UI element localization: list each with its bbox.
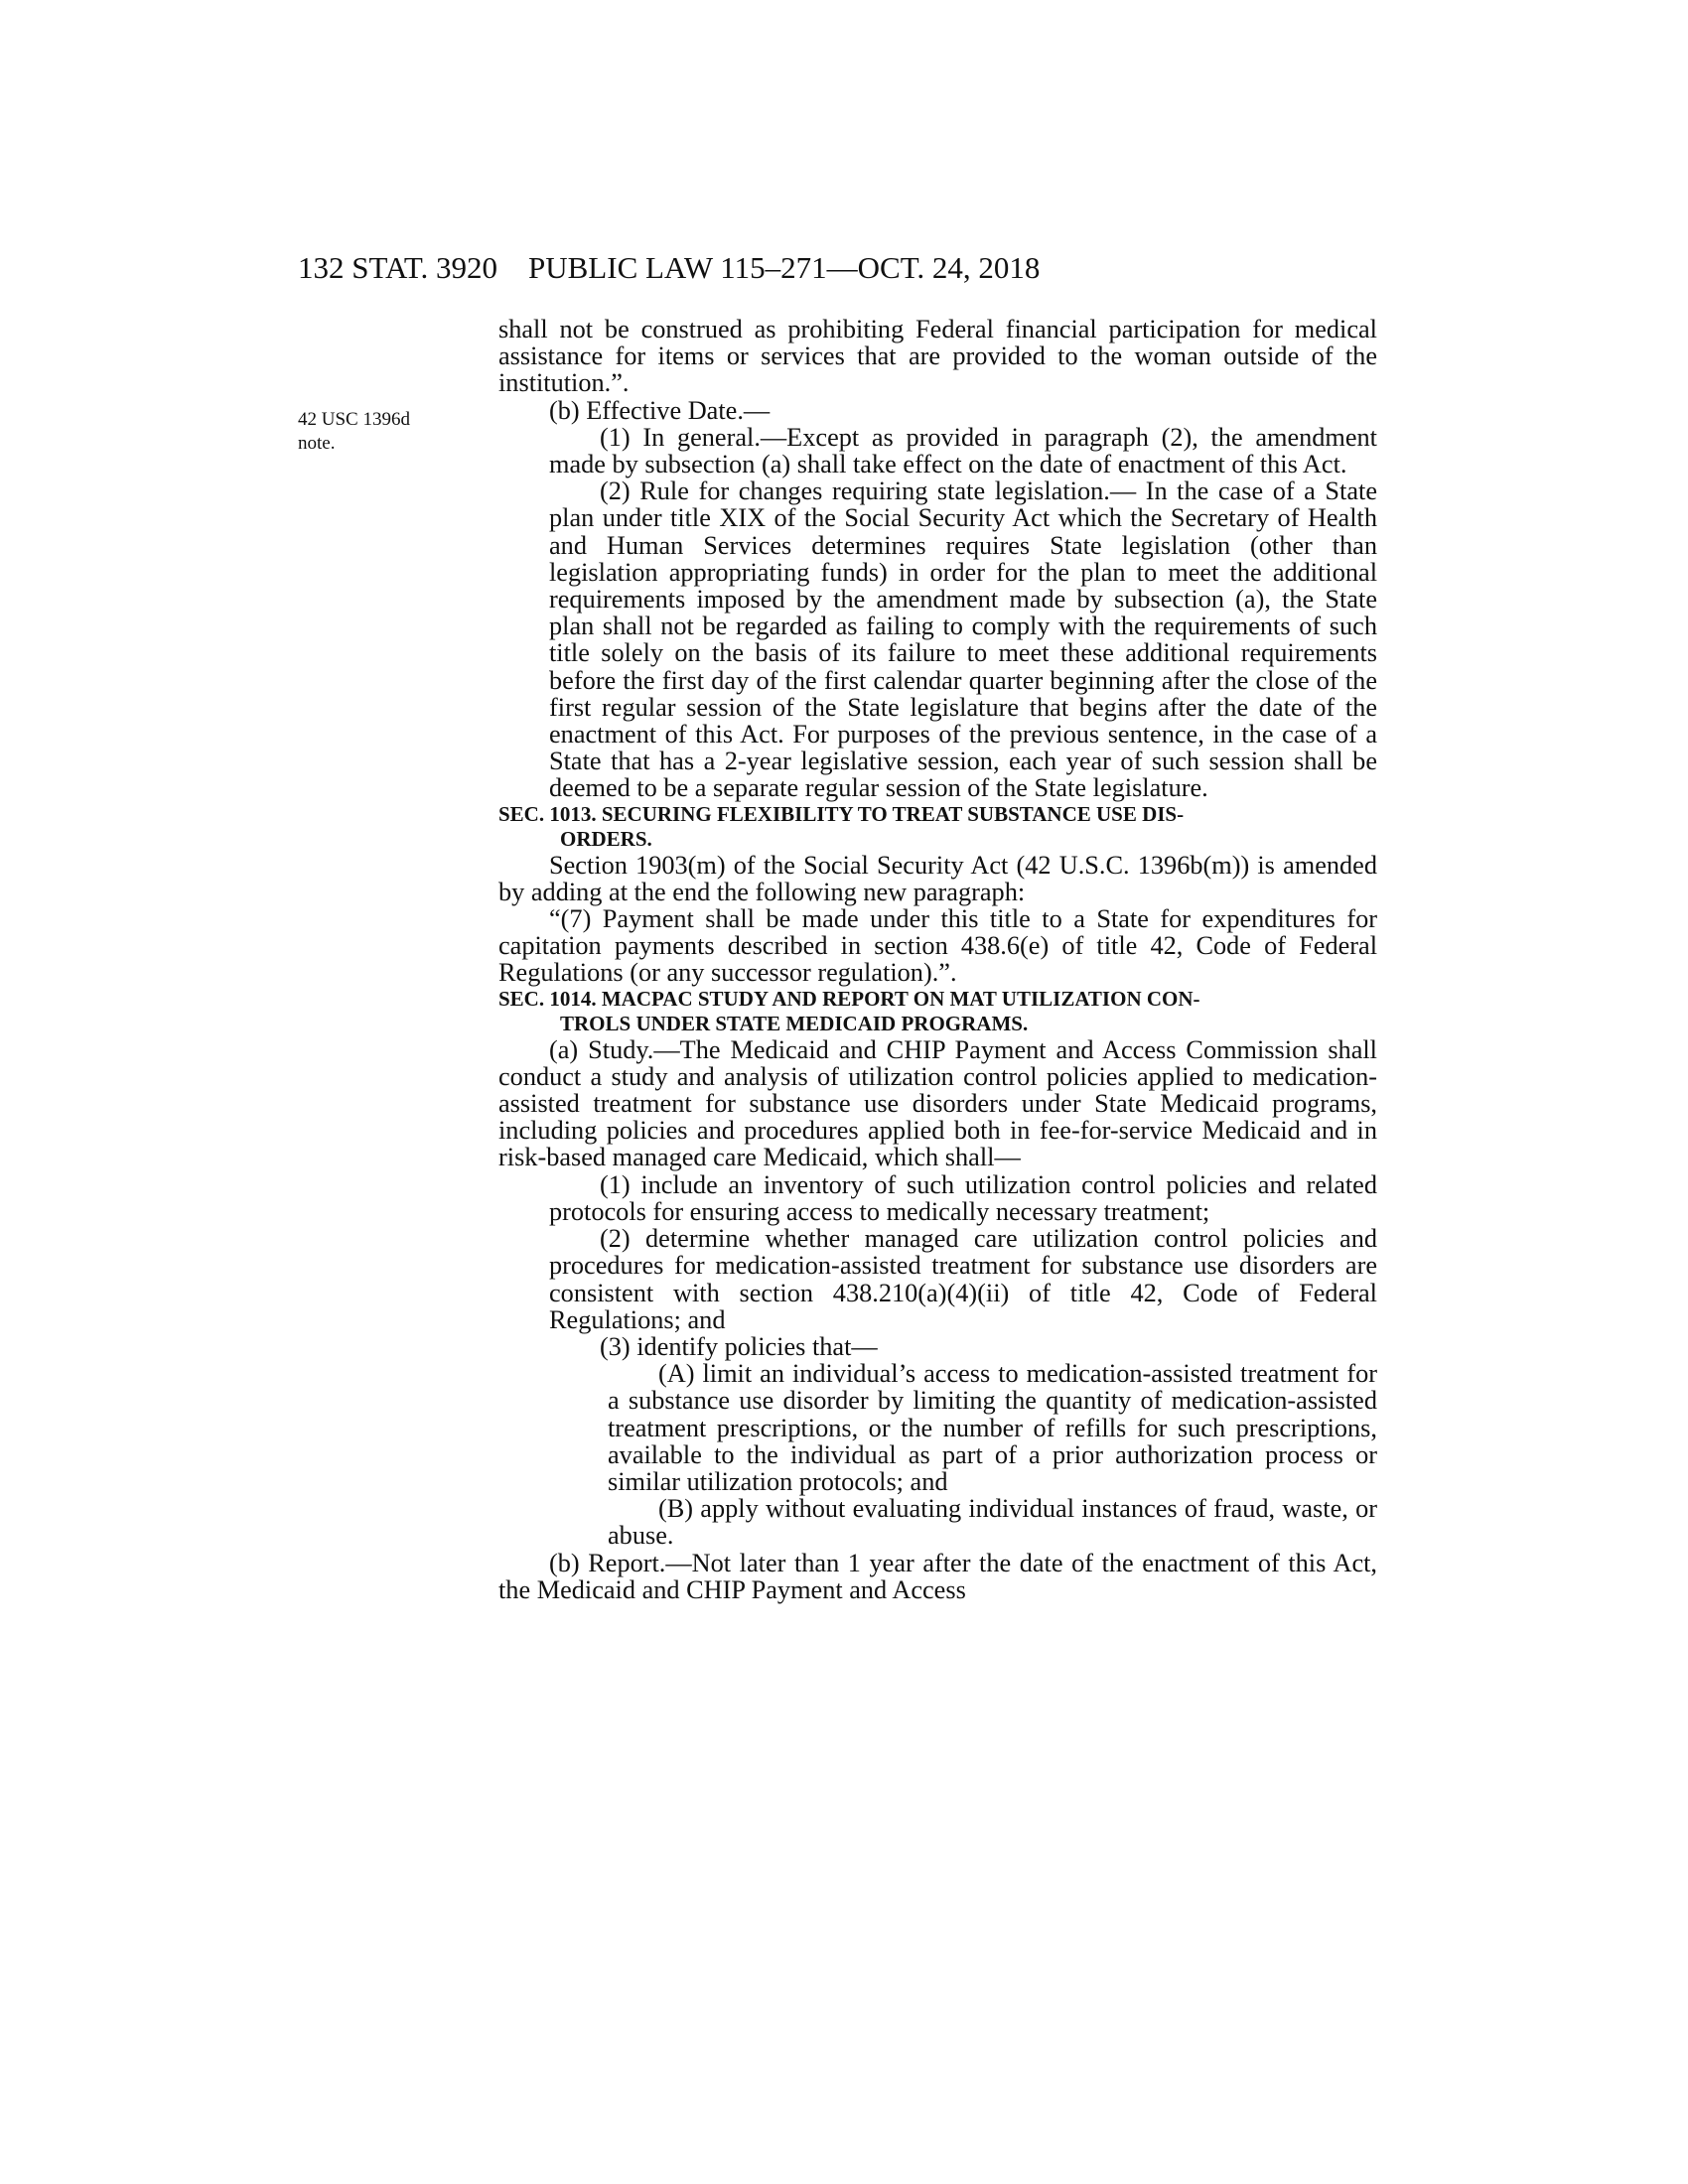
section-1013-text: Section 1903(m) of the Social Security Act (42 U.S.C. 1396b(m)) is amended by adding at the end the following new paragraph: bbox=[498, 850, 1377, 906]
subsection-a-study: (a) Study.—The Medicaid and CHIP Payment and Access Commission shall conduct a study and analysis of utilization control policies applied to medication-assisted treatment for substance use disorders under State Medicaid programs, including policies and procedures applied both in fee-for-service Medicaid and in risk-based managed care Medicaid, which shall— bbox=[498, 1034, 1377, 1172]
law-title: PUBLIC LAW 115–271—OCT. 24, 2018 bbox=[528, 250, 1041, 285]
margin-note-label: note. bbox=[298, 433, 336, 454]
section-1014-heading-line2: TROLS UNDER STATE MEDICAID PROGRAMS. bbox=[560, 1011, 1029, 1035]
paragraph-a2: (2) determine whether managed care utilization control policies and procedures for medication-assisted treatment for substance use disorders are consistent with section 438.210(a)(4)(ii) of title 42, Code of Federal Regulations; and bbox=[549, 1224, 1377, 1334]
margin-note-citation: 42 USC 1396d bbox=[298, 409, 410, 430]
section-1013-heading-line1: SEC. 1013. SECURING FLEXIBILITY TO TREAT SUBSTANCE USE DIS- bbox=[498, 801, 1185, 826]
paragraph-b2: (2) Rule for changes requiring state legislation.— In the case of a State plan under title XIX of the Social Security Act which the Secretary of Health and Human Services determines requires State legislation (other than legislation appropriating funds) in order for the plan to meet the additional requirements imposed by the amendment made by subsection (a), the State plan shall not be regarded as failing to comply with the requirements of such title solely on the basis of its failure to meet these additional requirements before the first day of the first calendar quarter beginning after the close of the first regular session of the State legislature that begins after the date of the enactment of this Act. For purposes of the previous sentence, in the case of a State that has a 2-year legislative session, each year of such session shall be deemed to be a separate regular session of the State legislature. bbox=[549, 477, 1377, 803]
section-1014-heading bbox=[498, 987, 1377, 1036]
paragraph-a3: (3) identify policies that— bbox=[600, 1331, 878, 1361]
subsection-b-heading: (b) Effective Date.— bbox=[549, 395, 771, 425]
section-1013-heading-line2: ORDERS. bbox=[560, 826, 652, 851]
margin-note bbox=[298, 408, 447, 456]
paragraph-b1: (1) In general.—Except as provided in paragraph (2), the amendment made by subsection (a) shall take effect on the date of enactment of this Act. bbox=[549, 422, 1377, 479]
stat-citation: 132 STAT. 3920 bbox=[298, 250, 498, 285]
body-text bbox=[498, 316, 1377, 1603]
paragraph-a1: (1) include an inventory of such utilization control policies and related protocols for ensuring access to medically necessary treatment; bbox=[549, 1169, 1377, 1226]
page-header bbox=[298, 246, 1380, 290]
continuation-paragraph: shall not be construed as prohibiting Federal financial participation for medical assistance for items or services that are provided to the woman outside of the institution.”. bbox=[498, 315, 1377, 398]
subparagraph-a3A: (A) limit an individual’s access to medication-assisted treatment for a substance use disorder by limiting the quantity of medication-assisted treatment prescriptions, or the number of refills for such prescriptions, available to the individual as part of a prior authorization process or similar utilization protocols; and bbox=[608, 1359, 1377, 1496]
section-1014-heading-line1: SEC. 1014. MACPAC STUDY AND REPORT ON MAT UTILIZATION CON- bbox=[498, 986, 1200, 1011]
section-1013-heading bbox=[498, 802, 1377, 852]
subsection-b-report: (b) Report.—Not later than 1 year after the date of the enactment of this Act, the Medicaid and CHIP Payment and Access bbox=[498, 1548, 1377, 1604]
section-1013-quoted-paragraph: “(7) Payment shall be made under this title to a State for expenditures for capitation payments described in section 438.6(e) of title 42, Code of Federal Regulations (or any successor regulation).”. bbox=[498, 904, 1377, 988]
subparagraph-a3B: (B) apply without evaluating individual instances of fraud, waste, or abuse. bbox=[608, 1494, 1377, 1551]
